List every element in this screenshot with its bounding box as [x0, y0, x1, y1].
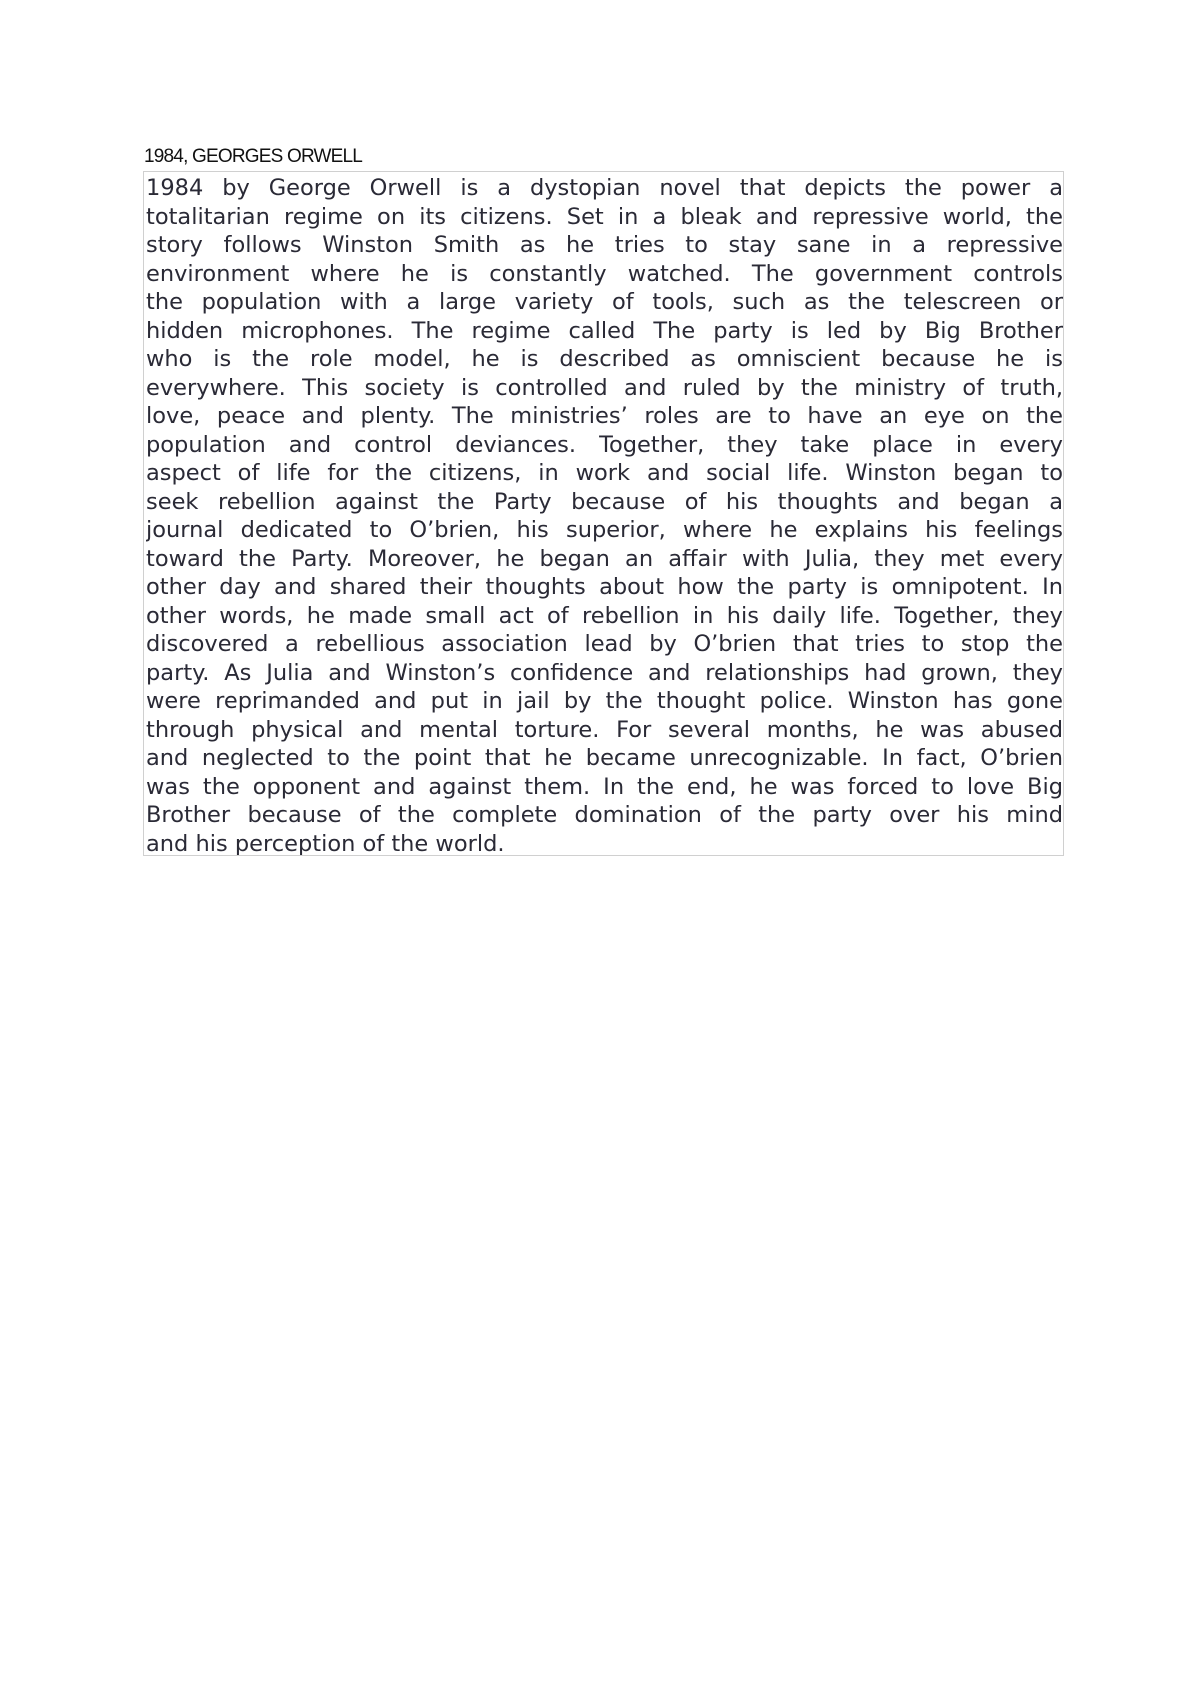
text-line: totalitarian regime on its citizens. Set in a bleak and repressive world, the	[146, 203, 1063, 230]
text-line: and his perception of the world.	[146, 830, 505, 856]
text-line: was the opponent and against them. In the end, he was forced to love Big	[146, 773, 1063, 800]
text-line: population and control deviances. Together, they take place in every	[146, 431, 1063, 458]
text-line: environment where he is constantly watched. The government controls	[146, 260, 1063, 287]
text-line: other day and shared their thoughts about how the party is omnipotent. In	[146, 574, 1063, 600]
text-line: seek rebellion against the Party because of his thoughts and began a	[146, 488, 1063, 515]
text-line: hidden microphones. The regime called The party is led by Big Brother	[146, 317, 1063, 344]
text-line: toward the Party. Moreover, he began an affair with Julia, they met every	[146, 545, 1063, 572]
text-line: aspect of life for the citizens, in work and social life. Winston began to	[146, 460, 1063, 486]
text-line: the population with a large variety of tools, such as the telescreen or	[146, 289, 1063, 315]
text-line: other words, he made small act of rebellion in his daily life. Together, they	[146, 602, 1063, 629]
document-title: 1984, GEORGES ORWELL	[144, 146, 363, 167]
text-line: story follows Winston Smith as he tries to stay sane in a repressive	[146, 232, 1063, 258]
text-line: Brother because of the complete domination of the party over his mind	[146, 802, 1063, 828]
text-line: and neglected to the point that he became unrecognizable. In fact, O’brien	[146, 745, 1063, 771]
text-line: love, peace and plenty. The ministries’ roles are to have an eye on the	[146, 403, 1063, 429]
summary-paragraph	[146, 174, 1063, 856]
text-line: journal dedicated to O’brien, his superior, where he explains his feelings	[146, 517, 1063, 543]
text-line: through physical and mental torture. For several months, he was abused	[146, 716, 1063, 743]
text-line: discovered a rebellious association lead by O’brien that tries to stop the	[146, 631, 1063, 657]
text-line: 1984 by George Orwell is a dystopian novel that depicts the power a	[146, 175, 1063, 201]
text-line: were reprimanded and put in jail by the thought police. Winston has gone	[146, 688, 1063, 714]
text-line: who is the role model, he is described as omniscient because he is	[146, 346, 1063, 372]
text-line: party. As Julia and Winston’s confidence and relationships had grown, they	[146, 659, 1063, 686]
text-line: everywhere. This society is controlled and ruled by the ministry of truth,	[146, 374, 1063, 401]
summary-text-box[interactable]	[143, 171, 1064, 856]
